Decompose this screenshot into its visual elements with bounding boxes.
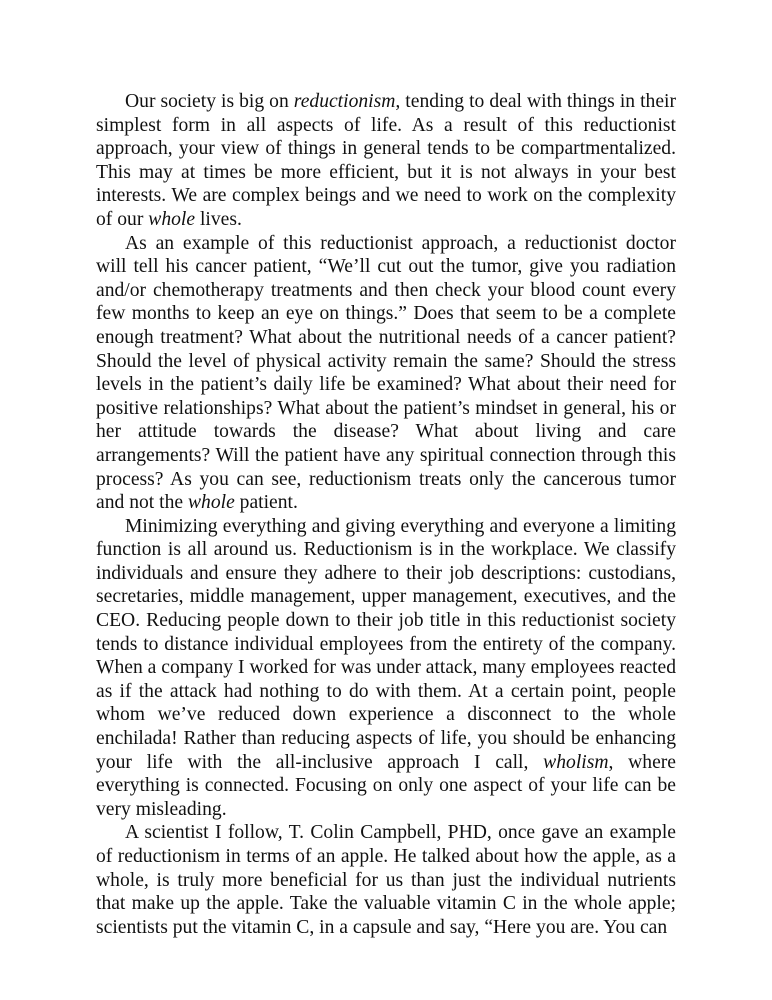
text-run: , where everything is connected. Focusing on only one aspect of your life can be very misleading. — [96, 751, 676, 820]
text-run: tending to deal with things in their simplest form in all aspects of life. As a result of this reductionist approach, your view of things in general tends to be compartmentalized. This may at times be more efficient, but it is not always in your best interests. We are complex beings and we need to work on the complexity of our — [96, 91, 676, 230]
text-run: As an example of this reductionist approach, a reductionist doctor will tell his cancer patient, “We’ll cut out the tumor, give you radiation and/or chemotherapy treatments and then check your blood count every few months to keep an eye on things.” Does that seem to be a complete enough treatment? What about the nutritional needs of a cancer patient? Should the level of physical activity remain the same? Should the stress levels in the patient’s daily life be examined? What about their need for positive relationships? What about the patient’s mindset in general, his or her attitude towards the disease? What about living and care arrangements? Will the patient have any spiritual connection through this process? As you can see, reductionism treats only the cancerous tumor and not the — [96, 232, 676, 514]
italic-term-whole: whole — [148, 208, 196, 230]
italic-term-wholism: wholism — [543, 751, 609, 773]
document-page — [96, 90, 676, 939]
paragraph-3 — [96, 515, 676, 822]
italic-term-reductionism: reductionism, — [293, 91, 401, 112]
text-run: Minimizing everything and giving everything and everyone a limiting function is all around us. Reductionism is in the workplace. We classify individuals and ensure they adhere to their job descriptions: custodians, secretaries, middle management, upper management, executives, and the CEO. Reducing people down to their job title in this reductionist society tends to distance individual employees from the entirety of the company. When a company I worked for was under attack, many employees reacted as if the attack had nothing to do with them. At a certain point, people whom we’ve reduced down experience a disconnect to the whole enchilada! Rather than reducing aspects of life, you should be enhancing your life with the all-inclusive approach I call, — [96, 515, 676, 773]
text-run: Our society is big on — [125, 91, 294, 112]
paragraph-4 — [96, 821, 676, 939]
text-run: lives. — [195, 208, 242, 230]
paragraph-1 — [96, 90, 676, 232]
text-run: patient. — [234, 492, 298, 514]
paragraph-2 — [96, 232, 676, 515]
text-run: A scientist I follow, T. Colin Campbell, PHD, once gave an example of reductionism in terms of an apple. He talked about how the apple, as a whole, is truly more beneficial for us than just the individual nutrients that make up the apple. Take the valuable vitamin C in the whole apple; scientists put the vitamin C, in a capsule and say, “Here you are. You can — [96, 822, 676, 938]
italic-term-whole: whole — [187, 492, 235, 514]
